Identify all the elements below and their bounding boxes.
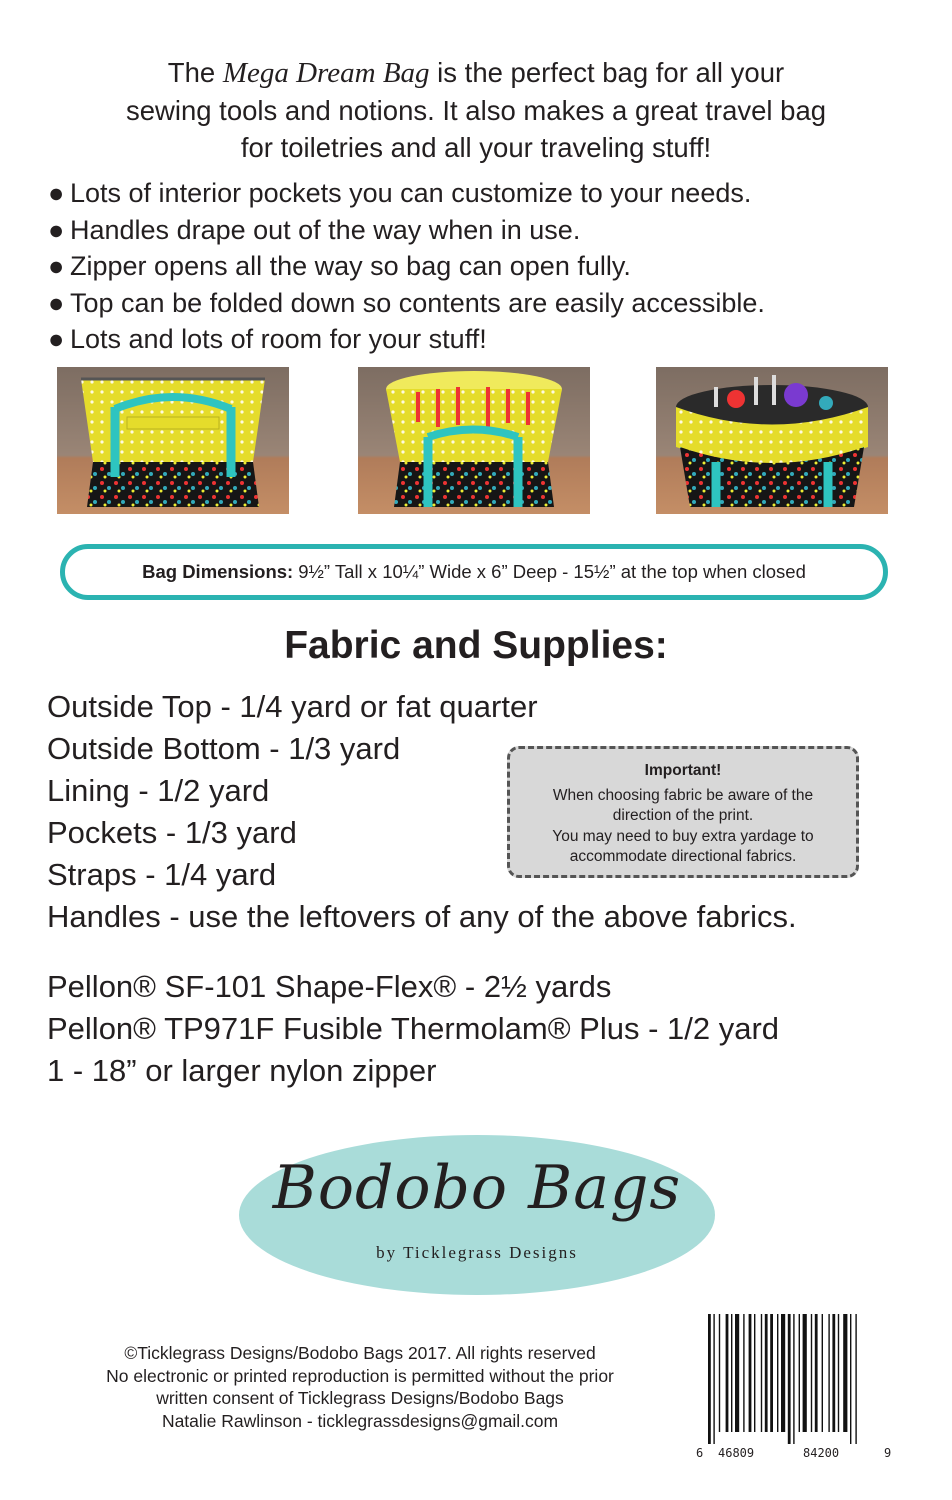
barcode-bar	[788, 1314, 791, 1444]
intro-paragraph	[60, 54, 892, 166]
important-line: When choosing fabric be aware of the	[552, 786, 814, 804]
barcode-group-1: 46809	[718, 1446, 755, 1460]
bag-photo-closed	[57, 367, 289, 514]
intro-line-1	[60, 54, 892, 92]
barcode-bar	[719, 1314, 720, 1432]
bullet-icon: ●	[48, 324, 65, 354]
notion-item: Pellon® SF-101 Shape-Flex® - 2½ yards	[47, 969, 612, 1004]
supplies-heading: Fabric and Supplies:	[284, 624, 668, 667]
footer-line: Natalie Rawlinson - ticklegrassdesigns@gmail.com	[161, 1410, 559, 1431]
important-line: You may need to buy extra yardage to	[552, 827, 814, 845]
notion-item: Pellon® TP971F Fusible Thermolam® Plus - 1/2 yard	[47, 1011, 780, 1046]
feature-text: Zipper opens all the way so bag can open fully.	[70, 251, 631, 281]
barcode-bar	[749, 1314, 752, 1432]
intro-line1-rest: is the perfect bag for all your	[429, 57, 785, 88]
bullet-icon: ●	[48, 287, 65, 318]
barcode-bar	[770, 1314, 773, 1432]
feature-text: Top can be folded down so contents are easily accessible.	[70, 287, 765, 318]
bullet-icon: ●	[48, 178, 65, 208]
barcode-digit-first: 6	[696, 1446, 704, 1460]
dimensions-label: Bag Dimensions:	[142, 561, 294, 582]
footer-line: ©Ticklegrass Designs/Bodobo Bags 2017. All rights reserved	[124, 1343, 596, 1363]
important-line: direction of the print.	[612, 807, 754, 824]
product-name: Mega Dream Bag	[222, 57, 430, 89]
barcode-bar	[754, 1314, 755, 1432]
barcode-bar	[838, 1314, 839, 1432]
barcode-digit-last: 9	[884, 1446, 892, 1460]
intro-line-3: for toiletries and all your traveling stuff!	[240, 132, 712, 163]
logo-name: Bodobo Bags	[272, 1153, 682, 1223]
barcode-bar	[850, 1314, 851, 1444]
fabric-item: Outside Bottom - 1/3 yard	[47, 731, 401, 766]
feature-text: Lots of interior pockets you can customize to your needs.	[70, 178, 752, 208]
feature-item	[48, 321, 928, 358]
fabric-item: Outside Top - 1/4 yard or fat quarter	[47, 689, 538, 724]
barcode-group-2: 84200	[803, 1446, 840, 1460]
bag-photo-open	[358, 367, 590, 514]
bag-dimensions-box	[60, 544, 888, 600]
feature-item	[48, 212, 928, 249]
barcode-bar	[822, 1314, 823, 1432]
bullet-icon: ●	[48, 251, 65, 281]
fabric-item: Straps - 1/4 yard	[47, 857, 277, 892]
barcode-bar	[793, 1314, 794, 1444]
intro-prefix: The	[167, 57, 223, 88]
barcode-bar	[799, 1314, 800, 1432]
bullet-icon: ●	[48, 214, 65, 245]
barcode-bar	[708, 1314, 711, 1444]
barcode-bar	[761, 1314, 762, 1432]
logo-byline: by Ticklegrass Designs	[376, 1243, 578, 1262]
notion-item: 1 - 18” or larger nylon zipper	[47, 1053, 437, 1088]
feature-text: Lots and lots of room for your stuff!	[70, 324, 487, 354]
dimensions-value: 9½” Tall x 10¼” Wide x 6” Deep - 15½” at the top when closed	[298, 561, 806, 582]
barcode-bar	[832, 1314, 835, 1432]
barcode-bar	[781, 1314, 785, 1432]
fabric-item: Handles - use the leftovers of any of the above fabrics.	[47, 899, 797, 934]
barcode-bar	[828, 1314, 829, 1432]
bodobo-bags-logo	[237, 1133, 717, 1298]
barcode-bar	[713, 1314, 714, 1444]
fabric-item: Lining - 1/2 yard	[47, 773, 270, 808]
barcode-bar	[731, 1314, 732, 1432]
notions-list	[47, 966, 779, 1092]
barcode-bar	[743, 1314, 744, 1432]
bag-photo-folded	[656, 367, 888, 514]
barcode-bar	[765, 1314, 768, 1432]
barcode-bar	[726, 1314, 729, 1432]
intro-line-2: sewing tools and notions. It also makes a great travel bag	[125, 95, 827, 126]
barcode-bar	[735, 1314, 739, 1432]
feature-item	[48, 248, 928, 285]
feature-list	[48, 175, 928, 358]
barcode-bar	[803, 1314, 807, 1432]
fabric-item: Pockets - 1/3 yard	[47, 815, 297, 850]
barcode-bar	[843, 1314, 847, 1432]
important-note	[507, 746, 859, 878]
feature-item	[48, 285, 928, 322]
barcode-bar	[777, 1314, 778, 1432]
feature-item	[48, 175, 928, 212]
barcode-bar	[815, 1314, 818, 1432]
barcode-bar	[811, 1314, 812, 1432]
important-line: accommodate directional fabrics.	[569, 848, 797, 865]
important-heading: Important!	[644, 762, 722, 779]
footer-line: written consent of Ticklegrass Designs/Bodobo Bags	[156, 1388, 564, 1408]
footer-line: No electronic or printed reproduction is permitted without the prior	[106, 1365, 614, 1386]
copyright-footer	[40, 1342, 680, 1432]
barcode-bar	[855, 1314, 856, 1444]
feature-text: Handles drape out of the way when in use.	[70, 214, 581, 245]
